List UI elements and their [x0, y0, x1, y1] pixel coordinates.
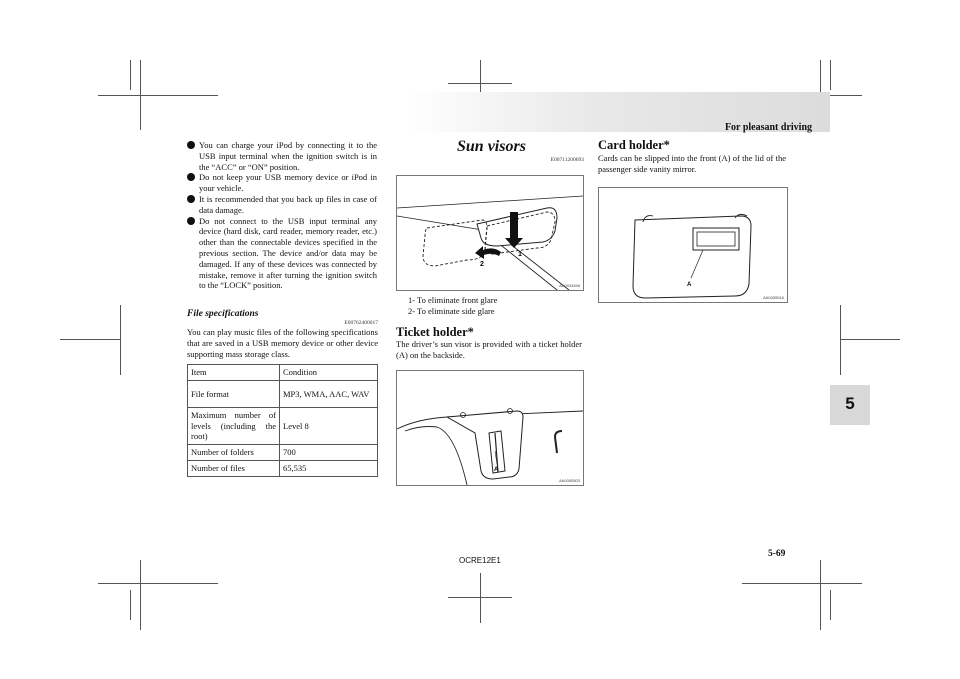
bullet-item: It is recommended that you back up files in case of data damage. — [187, 194, 377, 216]
sun-visors-title: Sun visors — [457, 138, 526, 155]
caption-front-glare: 1- To eliminate front glare — [408, 295, 498, 305]
file-spec-heading: File specifications — [187, 309, 259, 319]
figure-code: AA0055503 — [559, 478, 580, 483]
bullet-item: You can charge your iPod by connecting it to the USB input terminal when the ignition switch is in the “ACC” or “ON” position. — [187, 140, 377, 172]
caption-side-glare: 2- To eliminate side glare — [408, 305, 495, 316]
ticket-holder-callout: A — [494, 467, 499, 473]
page-number: 5-69 — [768, 549, 786, 559]
table-cell: Level 8 — [280, 408, 378, 445]
bullet-icon — [187, 195, 195, 203]
header-title: For pleasant driving — [724, 122, 812, 133]
table-cell: Maximum number of levels (including the root) — [188, 408, 280, 445]
sun-visor-figure — [396, 175, 584, 291]
section-tab — [830, 385, 870, 425]
card-holder-illustration — [599, 188, 787, 302]
table-cell: Number of folders — [188, 445, 280, 461]
card-holder-body: Cards can be slipped into the front (A) of the lid of the passenger side vanity mirror. — [598, 153, 786, 174]
table-cell: Number of files — [188, 461, 280, 477]
sun-visor-callout-2: 2 — [480, 261, 484, 268]
table-cell: 700 — [280, 445, 378, 461]
figure-code: AA0055516 — [763, 295, 784, 300]
bullet-item: Do not keep your USB memory device or iPod in your vehicle. — [187, 172, 377, 194]
file-spec-code: E00762400017 — [344, 320, 378, 326]
card-holder-callout: A — [687, 282, 692, 288]
file-spec-body: You can play music files of the following specifications that are saved in a USB memory device or other device supporting mass storage class. — [187, 327, 378, 359]
ticket-holder-title: Ticket holder* — [396, 325, 474, 339]
bullet-icon — [187, 173, 195, 181]
footer-code: OCRE12E1 — [459, 556, 501, 565]
table-cell: 65,535 — [280, 461, 378, 477]
ticket-holder-figure — [396, 370, 584, 486]
table-header-cell: Item — [188, 365, 280, 381]
card-holder-figure — [598, 187, 788, 303]
bullet-list — [187, 140, 377, 291]
table-row — [188, 445, 378, 461]
sun-visor-captions — [408, 295, 578, 317]
bullet-item: Do not connect to the USB input terminal any device (hard disk, card reader, memory reader, etc.) other than the connectable devices specified in the previous section. The device and/or data may be damaged. If any of these devices was connected by mistake, remove it after turning the ignition switch to the “LOCK” position. — [187, 216, 377, 292]
section-number: 5 — [845, 394, 855, 413]
sun-visor-callout-1: 1 — [518, 251, 522, 258]
table-cell: File format — [188, 381, 280, 408]
file-spec-table — [187, 364, 378, 477]
card-holder-title: Card holder* — [598, 138, 670, 152]
table-row — [188, 408, 378, 445]
table-header-cell: Condition — [280, 365, 378, 381]
table-row — [188, 381, 378, 408]
table-row — [188, 461, 378, 477]
ticket-holder-illustration — [397, 371, 583, 485]
sun-visors-code: E00711200693 — [550, 157, 584, 163]
bullet-icon — [187, 217, 195, 225]
bullet-icon — [187, 141, 195, 149]
figure-code: AA0033498 — [559, 283, 580, 288]
sun-visor-illustration — [397, 176, 583, 290]
ticket-holder-body: The driver’s sun visor is provided with a ticket holder (A) on the backside. — [396, 339, 582, 360]
table-cell: MP3, WMA, AAC, WAV — [280, 381, 378, 408]
table-header-row — [188, 365, 378, 381]
